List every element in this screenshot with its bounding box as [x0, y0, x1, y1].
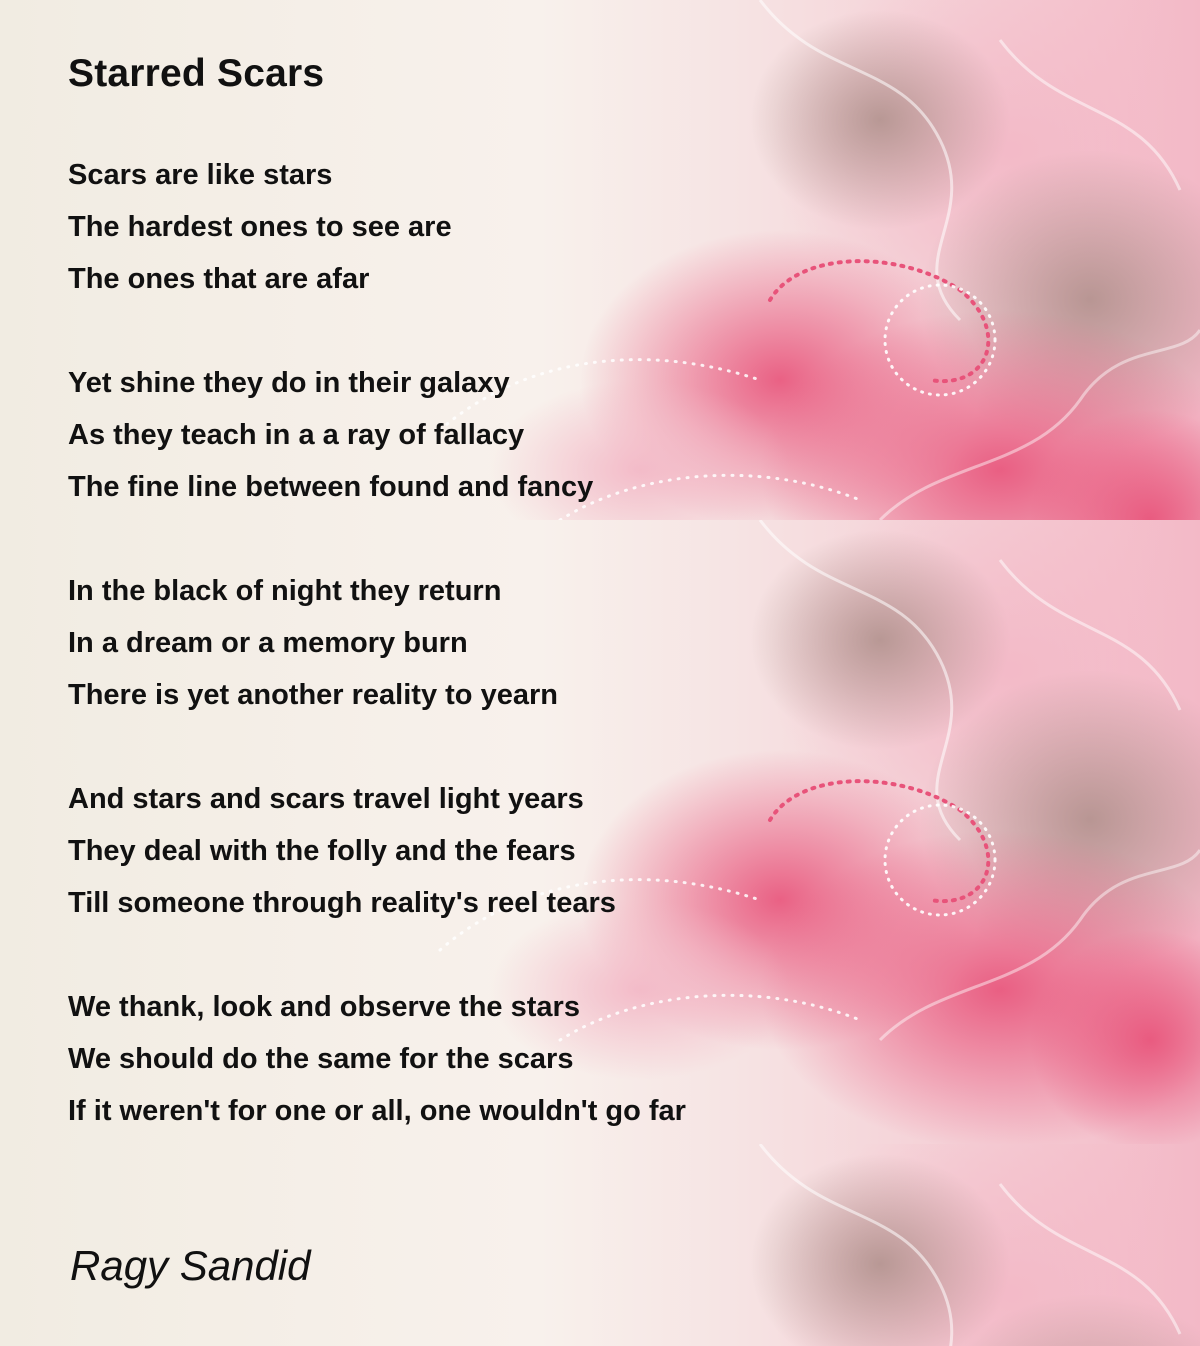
poem-title: Starred Scars: [68, 52, 325, 95]
poem-body: [68, 149, 1168, 1137]
poem-line: Scars are like stars: [68, 159, 333, 191]
poem-line: As they teach in a a ray of fallacy: [68, 419, 525, 451]
poem-line: We should do the same for the scars: [68, 1043, 574, 1075]
poem-line: The fine line between found and fancy: [68, 471, 594, 503]
poem-line: In the black of night they return: [68, 575, 502, 607]
stanza-gap: [68, 929, 1168, 981]
stanza-gap: [68, 305, 1168, 357]
stanza-gap: [68, 513, 1168, 565]
poem-line: And stars and scars travel light years: [68, 783, 584, 815]
stanza-gap: [68, 721, 1168, 773]
poem-author: Ragy Sandid: [70, 1242, 311, 1289]
poem-line: If it weren't for one or all, one wouldn't go far: [68, 1095, 686, 1127]
poem-line: The ones that are afar: [68, 263, 370, 295]
poem-line: We thank, look and observe the stars: [68, 991, 580, 1023]
poem-line: Yet shine they do in their galaxy: [68, 367, 510, 399]
poem-line: There is yet another reality to yearn: [68, 679, 558, 711]
poem-line: Till someone through reality's reel tears: [68, 887, 616, 919]
poem-line: They deal with the folly and the fears: [68, 835, 576, 867]
poem-line: In a dream or a memory burn: [68, 627, 468, 659]
poem-line: The hardest ones to see are: [68, 211, 452, 243]
